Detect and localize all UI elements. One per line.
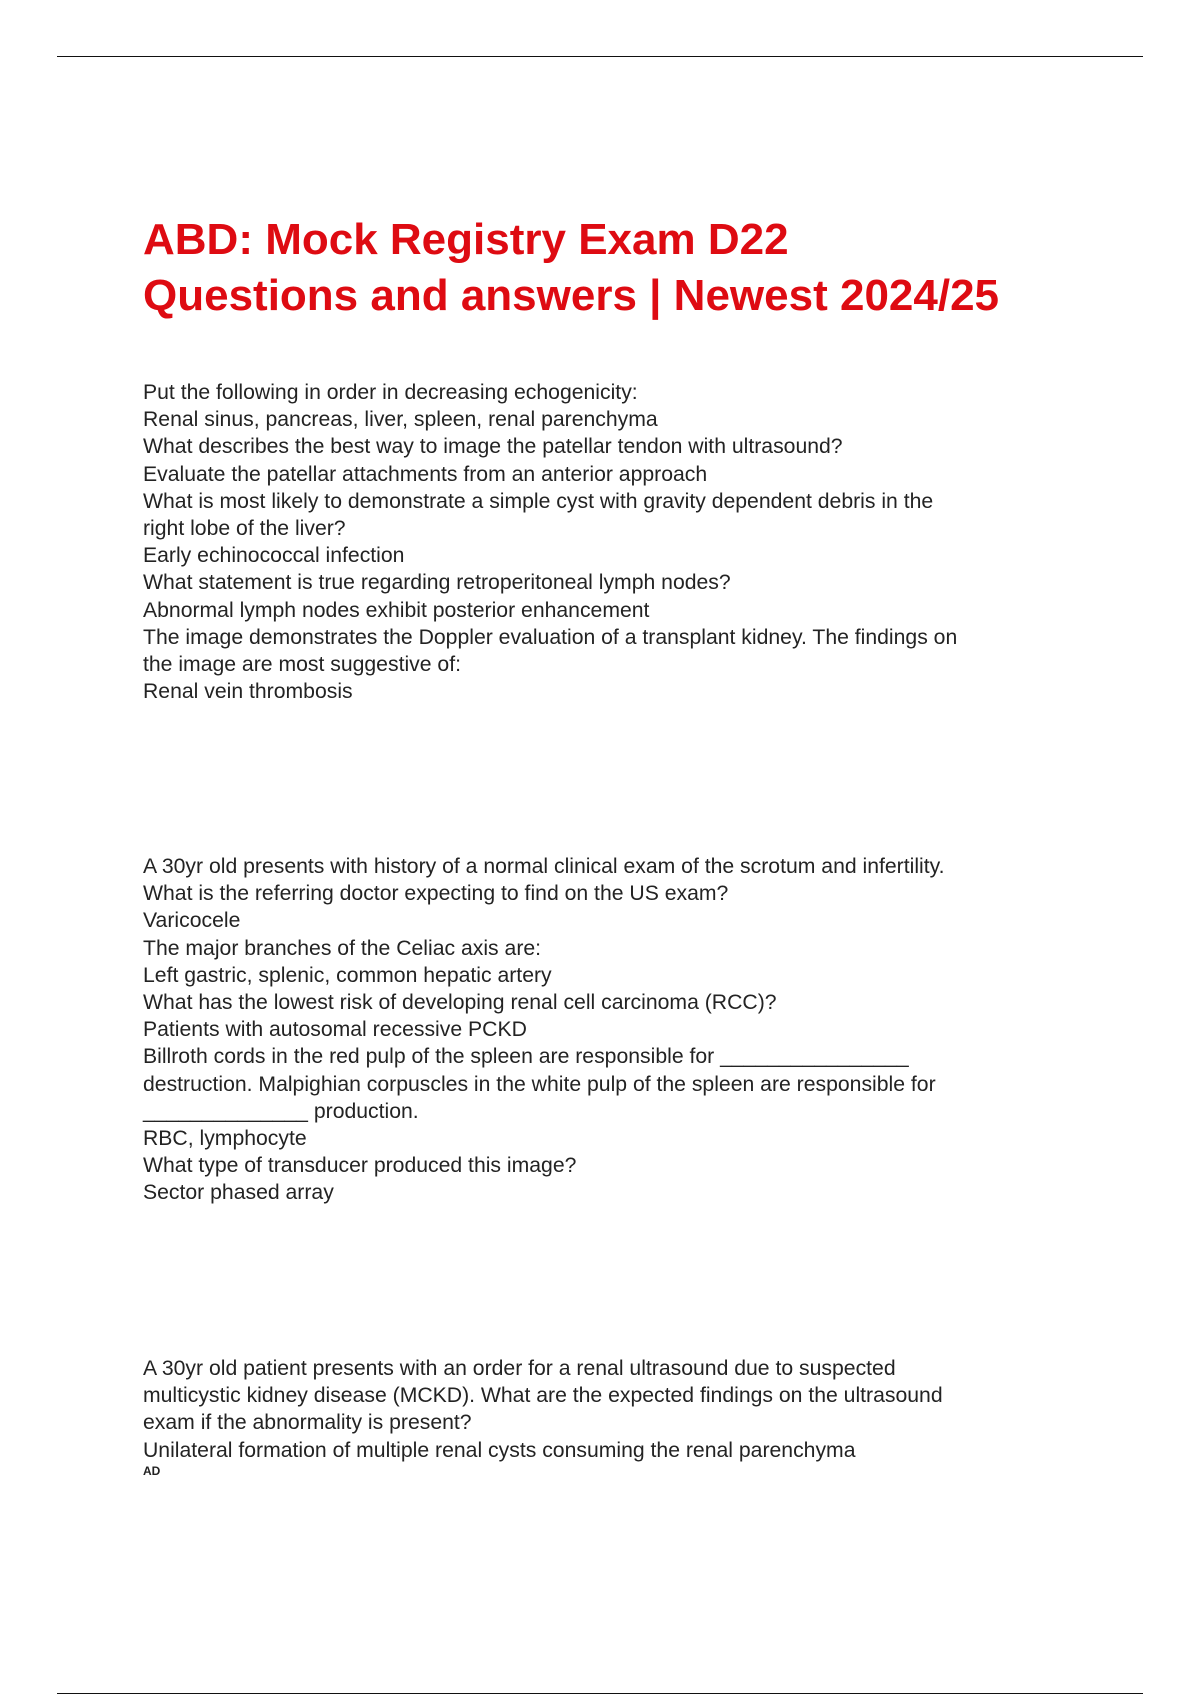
answer-line: Renal sinus, pancreas, liver, spleen, renal parenchyma xyxy=(143,408,658,432)
top-divider xyxy=(57,56,1143,57)
question-line: What type of transducer produced this image? xyxy=(143,1154,577,1178)
footer-mark: AD xyxy=(143,1464,161,1478)
question-line: What is most likely to demonstrate a simple cyst with gravity dependent debris in the xyxy=(143,489,934,513)
bottom-divider xyxy=(57,1693,1143,1694)
question-line: multicystic kidney disease (MCKD). What are the expected findings on the ultrasound xyxy=(143,1384,943,1408)
question-line: right lobe of the liver? xyxy=(143,517,346,541)
question-line: The image demonstrates the Doppler evaluation of a transplant kidney. The findings on xyxy=(143,625,958,649)
answer-line: RBC, lymphocyte xyxy=(143,1127,307,1151)
question-line: ______________ production. xyxy=(143,1099,419,1123)
answer-line: Unilateral formation of multiple renal cysts consuming the renal parenchyma xyxy=(143,1438,856,1462)
answer-line: Patients with autosomal recessive PCKD xyxy=(143,1018,527,1042)
document-title xyxy=(143,212,1103,324)
title-line-2: Questions and answers | Newest 2024/25 xyxy=(143,271,1000,320)
qa-block-3 xyxy=(143,1355,1083,1464)
title-line-1: ABD: Mock Registry Exam D22 xyxy=(143,215,789,264)
question-line: exam if the abnormality is present? xyxy=(143,1411,472,1435)
question-line: What statement is true regarding retroperitoneal lymph nodes? xyxy=(143,571,731,595)
qa-block-2 xyxy=(143,853,1083,1207)
answer-line: Early echinococcal infection xyxy=(143,544,405,568)
question-line: destruction. Malpighian corpuscles in the white pulp of the spleen are responsible for xyxy=(143,1072,936,1096)
question-line: A 30yr old patient presents with an order for a renal ultrasound due to suspected xyxy=(143,1357,896,1380)
question-line: Billroth cords in the red pulp of the spleen are responsible for ________________ xyxy=(143,1045,909,1069)
answer-line: Abnormal lymph nodes exhibit posterior enhancement xyxy=(143,598,650,622)
question-line: A 30yr old presents with history of a normal clinical exam of the scrotum and infertility. xyxy=(143,855,945,878)
answer-line: Evaluate the patellar attachments from an anterior approach xyxy=(143,462,708,486)
question-line: The major branches of the Celiac axis are: xyxy=(143,936,542,960)
question-line: the image are most suggestive of: xyxy=(143,653,461,677)
answer-line: Renal vein thrombosis xyxy=(143,680,353,704)
question-line: What describes the best way to image the patellar tendon with ultrasound? xyxy=(143,435,843,459)
answer-line: Sector phased array xyxy=(143,1181,334,1205)
question-line: What has the lowest risk of developing renal cell carcinoma (RCC)? xyxy=(143,991,777,1015)
qa-block-1 xyxy=(143,379,1083,705)
question-line: What is the referring doctor expecting to find on the US exam? xyxy=(143,882,729,906)
question-line: Put the following in order in decreasing echogenicity: xyxy=(143,381,638,404)
answer-line: Varicocele xyxy=(143,909,241,933)
answer-line: Left gastric, splenic, common hepatic artery xyxy=(143,963,552,987)
